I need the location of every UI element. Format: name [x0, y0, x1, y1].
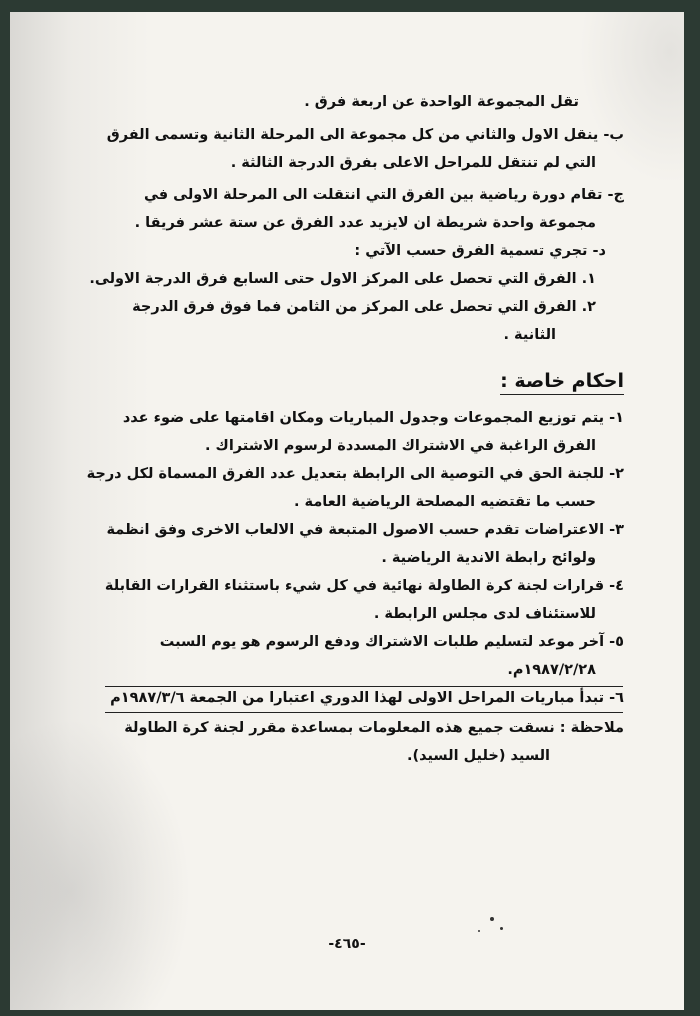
- section-heading: احكام خاصة :: [500, 370, 624, 395]
- text-line: ١٩٨٧/٢/٢٨م.: [507, 662, 596, 678]
- text-line: ٥- آخر موعد لتسليم طلبات الاشتراك ودفع الرسوم هو يوم السبت: [159, 634, 624, 650]
- document-page: [10, 12, 684, 1010]
- text-line: تقل المجموعة الواحدة عن اربعة فرق .: [304, 94, 579, 110]
- text-line: التي لم تنتقل للمراحل الاعلى بفرق الدرجة الثالثة .: [230, 155, 596, 171]
- scan-speck: [490, 917, 494, 921]
- text-line: ٢. الفرق التي تحصل على المركز من الثامن فما فوق فرق الدرجة: [132, 299, 596, 315]
- text-line: ٢- للجنة الحق في التوصية الى الرابطة بتعديل عدد الفرق المسماة لكل درجة: [86, 466, 624, 482]
- text-line: للاستئناف لدى مجلس الرابطة .: [373, 606, 596, 622]
- note-line: السيد (خليل السيد).: [406, 748, 550, 764]
- text-line: ولوائح رابطة الاندية الرياضية .: [381, 550, 596, 566]
- scan-speck: [478, 930, 480, 932]
- text-line: حسب ما تقتضيه المصلحة الرياضية العامة .: [293, 494, 596, 510]
- divider-line: [105, 712, 623, 713]
- text-line: الفرق الراغبة في الاشتراك المسددة لرسوم الاشتراك .: [204, 438, 596, 454]
- text-line: ج- تقام دورة رياضية بين الفرق التي انتقلت الى المرحلة الاولى في: [143, 187, 624, 203]
- page-number: -٤٦٥-: [328, 936, 366, 952]
- divider-line: [105, 686, 623, 687]
- text-line: د- تجري تسمية الفرق حسب الآتي :: [354, 243, 606, 259]
- text-line: ب- ينقل الاول والثاني من كل مجموعة الى المرحلة الثانية وتسمى الفرق: [106, 127, 624, 143]
- text-line: ٦- تبدأ مباريات المراحل الاولى لهذا الدوري اعتبارا من الجمعة ١٩٨٧/٣/٦م: [110, 690, 624, 706]
- text-line: ١- يتم توزيع المجموعات وجدول المباريات ومكان اقامتها على ضوء عدد: [122, 410, 624, 426]
- note-line: ملاحظة : نسقت جميع هذه المعلومات بمساعدة مقرر لجنة كرة الطاولة: [124, 720, 624, 736]
- text-line: ٤- قرارات لجنة كرة الطاولة نهائية في كل شيء باستثناء القرارات القابلة: [104, 578, 624, 594]
- text-line: ١. الفرق التي تحصل على المركز الاول حتى السابع فرق الدرجة الاولى.: [89, 271, 596, 287]
- text-line: مجموعة واحدة شريطة ان لايزيد عدد الفرق عن ستة عشر فريقا .: [134, 215, 596, 231]
- scan-speck: [500, 927, 503, 930]
- text-line: الثانية .: [503, 327, 556, 343]
- text-line: ٣- الاعتراضات تقدم حسب الاصول المتبعة في الالعاب الاخرى وفق انظمة: [106, 522, 624, 538]
